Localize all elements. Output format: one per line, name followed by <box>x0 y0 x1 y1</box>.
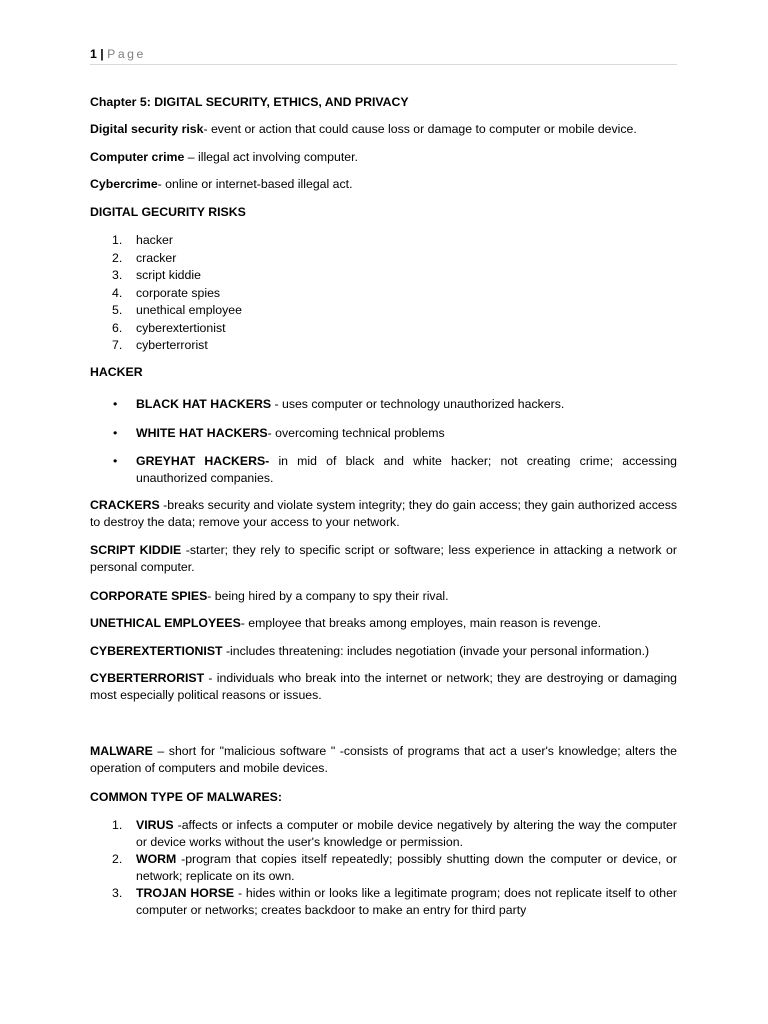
paragraph-term: CYBEREXTERTIONIST <box>90 644 223 658</box>
list-number: 4. <box>112 285 123 300</box>
list-item <box>90 851 677 885</box>
paragraph-cyberextertionist <box>90 643 677 660</box>
definition-digital-security-risk <box>90 121 677 138</box>
paragraph-text: - employee that breaks among employes, main reason is revenge. <box>240 616 601 630</box>
list-text: - overcoming technical problems <box>267 426 445 440</box>
list-text: - hides within or looks like a legitimate program; does not replicate itself to other computer or networks; creates backdoor to make an entry for third party <box>136 886 678 917</box>
list-item <box>90 337 677 355</box>
paragraph-term: UNETHICAL EMPLOYEES <box>90 616 241 630</box>
paragraph-crackers <box>90 497 677 531</box>
list-number: 6. <box>112 320 123 335</box>
list-number: 3. <box>112 268 123 282</box>
list-item <box>90 320 677 338</box>
paragraph-term: CRACKERS <box>90 498 160 512</box>
page-number: 1 <box>90 47 97 61</box>
paragraph-text: – short for "malicious software " -consists of programs that act a user's knowledge; alters the operation of computers and mobile devices. <box>90 744 677 775</box>
list-item-label: corporate spies <box>136 285 221 300</box>
hacker-types-list <box>90 425 677 442</box>
list-text: - uses computer or technology unauthorized hackers. <box>271 397 565 411</box>
list-item-label: script kiddie <box>136 268 201 282</box>
paragraph-text: - individuals who break into the internet or network; they are destroying or damaging most especially political reasons or issues. <box>90 671 677 702</box>
list-term: WHITE HAT HACKERS <box>136 426 268 440</box>
definition-text: - event or action that could cause loss or damage to computer or mobile device. <box>203 122 637 136</box>
page-header <box>90 46 677 65</box>
list-number: 1. <box>112 233 123 247</box>
bullet-icon: • <box>113 454 118 468</box>
definition-term: Computer crime <box>90 150 185 164</box>
list-number: 2. <box>112 852 123 866</box>
list-item-label: cracker <box>136 250 177 265</box>
definition-text: – illegal act involving computer. <box>184 150 358 164</box>
paragraph-text: -breaks security and violate system integrity; they do gain access; they gain authorized access to destroy the data; remove your access to your network. <box>90 498 677 529</box>
list-term: VIRUS <box>136 818 174 832</box>
paragraph-text: - being hired by a company to spy their rival. <box>207 589 449 603</box>
paragraph-text: -starter; they rely to specific script or software; less experience in attacking a network or personal computer. <box>90 543 677 574</box>
list-item-label: cyberextertionist <box>136 320 226 335</box>
paragraph-corporate-spies <box>90 588 677 605</box>
list-item <box>90 302 677 320</box>
malware-types-heading: COMMON TYPE OF MALWARES: <box>90 790 282 804</box>
paragraph-term: CYBERTERRORIST <box>90 671 205 685</box>
list-term: WORM <box>136 852 177 866</box>
risks-list <box>90 232 677 355</box>
list-term: BLACK HAT HACKERS <box>136 397 272 411</box>
bullet-icon: • <box>113 397 118 411</box>
list-item <box>90 817 677 851</box>
list-number: 3. <box>112 886 123 900</box>
definition-computer-crime <box>90 149 677 166</box>
list-number: 1. <box>112 818 123 832</box>
paragraph-text: -includes threatening: includes negotiation (invade your personal information.) <box>222 644 650 658</box>
paragraph-term: MALWARE <box>90 744 153 758</box>
paragraph-malware <box>90 743 677 777</box>
definition-term: Digital security risk <box>90 122 204 136</box>
hacker-types-list <box>90 396 677 413</box>
list-number: 7. <box>112 338 123 352</box>
definition-text: - online or internet-based illegal act. <box>157 177 353 191</box>
list-item-label: hacker <box>136 233 173 247</box>
bullet-icon: • <box>113 426 118 440</box>
list-term: TROJAN HORSE <box>136 886 235 900</box>
paragraph-term: CORPORATE SPIES <box>90 589 208 603</box>
paragraph-script-kiddie <box>90 542 677 576</box>
list-item-label: cyberterrorist <box>136 338 208 352</box>
list-item <box>90 232 677 250</box>
list-item <box>90 425 677 442</box>
paragraph-cyberterrorist <box>90 670 677 704</box>
list-item <box>90 267 677 285</box>
list-term: GREYHAT HACKERS- <box>136 454 270 468</box>
list-item <box>90 285 677 303</box>
list-text: -program that copies itself repeatedly; possibly shutting down the computer or device, or network; replicate on its own. <box>136 852 677 883</box>
list-text: -affects or infects a computer or mobile device negatively by altering the way the computer or device works without the user's knowledge or permission. <box>136 818 677 849</box>
malware-types-list <box>90 817 677 919</box>
list-text: in mid of black and white hacker; not creating crime; accessing unauthorized companies. <box>136 454 677 485</box>
chapter-title: Chapter 5: DIGITAL SECURITY, ETHICS, AND PRIVACY <box>90 95 409 109</box>
list-number: 2. <box>112 250 123 265</box>
hacker-heading: HACKER <box>90 365 143 379</box>
risks-heading: DIGITAL GECURITY RISKS <box>90 205 246 219</box>
list-item <box>90 453 677 487</box>
hacker-types-list <box>90 453 677 487</box>
list-item <box>90 396 677 413</box>
header-separator: | <box>100 47 104 61</box>
list-number: 5. <box>112 303 123 317</box>
list-item-label: unethical employee <box>136 303 242 317</box>
list-item <box>90 885 677 919</box>
definition-cybercrime <box>90 176 677 193</box>
paragraph-unethical-employees <box>90 615 677 632</box>
definition-term: Cybercrime <box>90 177 158 191</box>
list-item <box>90 250 677 268</box>
page-label: Page <box>107 47 146 61</box>
paragraph-term: SCRIPT KIDDIE <box>90 543 182 557</box>
